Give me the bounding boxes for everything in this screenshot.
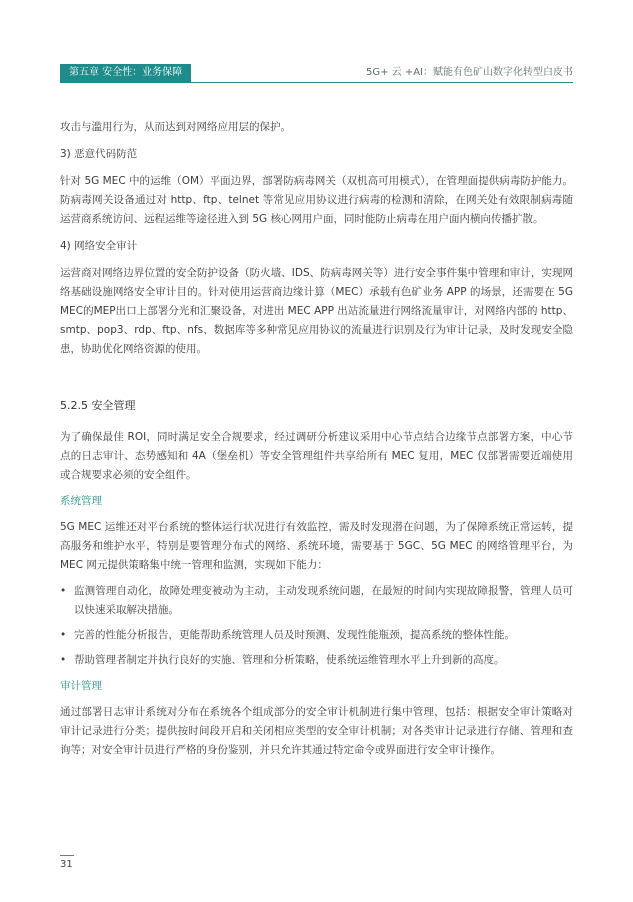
management-paragraph: 为了确保最佳 ROI，同时满足安全合规要求，经过调研分析建议采用中心节点结合边缘节点部署方案，中心节点的日志审计、态势感知和 4A（堡垒机）等安全管理组件共享给所有 MEC 复用，MEC 仅部署需要近端使用或合规要求必须的安全组件。	[60, 431, 573, 481]
bullet-text: 帮助管理者制定并执行良好的实施、管理和分析策略，使系统运维管理水平上升到新的高度。	[74, 654, 505, 666]
bullet-item	[60, 582, 573, 620]
bullet-item	[60, 651, 573, 670]
bullet-text: 完善的性能分析报告，更能帮助系统管理人员及时预测、发现性能瓶颈，提高系统的整体性能。	[74, 629, 515, 641]
system-management-heading: 系统管理	[60, 495, 102, 507]
system-management-paragraph: 5G MEC 运维还对平台系统的整体运行状况进行有效监控，需及时发现潜在问题，为了保障系统正常运转，提高服务和维护水平，特别是要管理分布式的网络、系统环境，需要基于 5GC、5G MEC 的网络管理平台，为 MEC 网元提供策略集中统一管理和监测，实现如下能力：	[60, 521, 573, 571]
section-title: 5.2.5 安全管理	[60, 399, 136, 412]
audit-heading: 4) 网络安全审计	[60, 240, 138, 252]
chapter-tab: 第五章 安全性：业务保障	[60, 64, 191, 82]
bullet-text: 监测管理自动化，故障处理变被动为主动，主动发现系统问题，在最短的时间内实现故障报警，管理人员可以快速采取解决措施。	[74, 585, 573, 616]
audit-management-heading: 审计管理	[60, 680, 102, 692]
bullet-item	[60, 626, 573, 645]
page-body	[60, 118, 573, 760]
malware-paragraph: 针对 5G MEC 中的运维（OM）平面边界，部署防病毒网关（双机高可用模式），在管理面提供病毒防护能力。防病毒网关设备通过对 http、ftp、telnet 等常见应用协议进行病毒的检测和清除，在网关处有效限制病毒随运营商系统访问、远程运维等途径进入到 5G 核心网用户面，同时能防止病毒在用户面内横向传播扩散。	[60, 175, 573, 225]
bullet-dot-icon: •	[60, 629, 67, 641]
footer-rule	[60, 855, 74, 856]
page-header	[60, 64, 573, 83]
page-number: 31	[60, 859, 73, 870]
intro-paragraph: 攻击与滥用行为，从而达到对网络应用层的保护。	[60, 121, 291, 133]
audit-management-paragraph: 通过部署日志审计系统对分布在系统各个组成部分的安全审计机制进行集中管理，包括：根据安全审计策略对审计记录进行分类；提供按时间段开启和关闭相应类型的安全审计机制；对各类审计记录进行存储、管理和查询等；对安全审计员进行严格的身份鉴别，并只允许其通过特定命令或界面进行安全审计操作。	[60, 706, 573, 756]
audit-paragraph: 运营商对网络边界位置的安全防护设备（防火墙、IDS、防病毒网关等）进行安全事件集中管理和审计，实现网络基础设施网络安全审计目的。针对使用运营商边缘计算（MEC）承载有色矿业务 APP 的场景，还需要在 5G MEC的MEP出口上部署分光和汇聚设备，对进出 MEC APP 出站流量进行网络流量审计，对网络内部的 http、smtp、pop3、rdp、ftp、nfs、数据库等多种常见应用协议的流量进行识别及行为审计记录，及时发现安全隐患，协助优化网络资源的使用。	[60, 267, 573, 355]
document-title: 5G+ 云 +AI：赋能有色矿山数字化转型白皮书	[365, 67, 573, 78]
bullet-dot-icon: •	[60, 585, 67, 597]
bullet-dot-icon: •	[60, 654, 67, 666]
malware-heading: 3) 恶意代码防范	[60, 148, 138, 160]
